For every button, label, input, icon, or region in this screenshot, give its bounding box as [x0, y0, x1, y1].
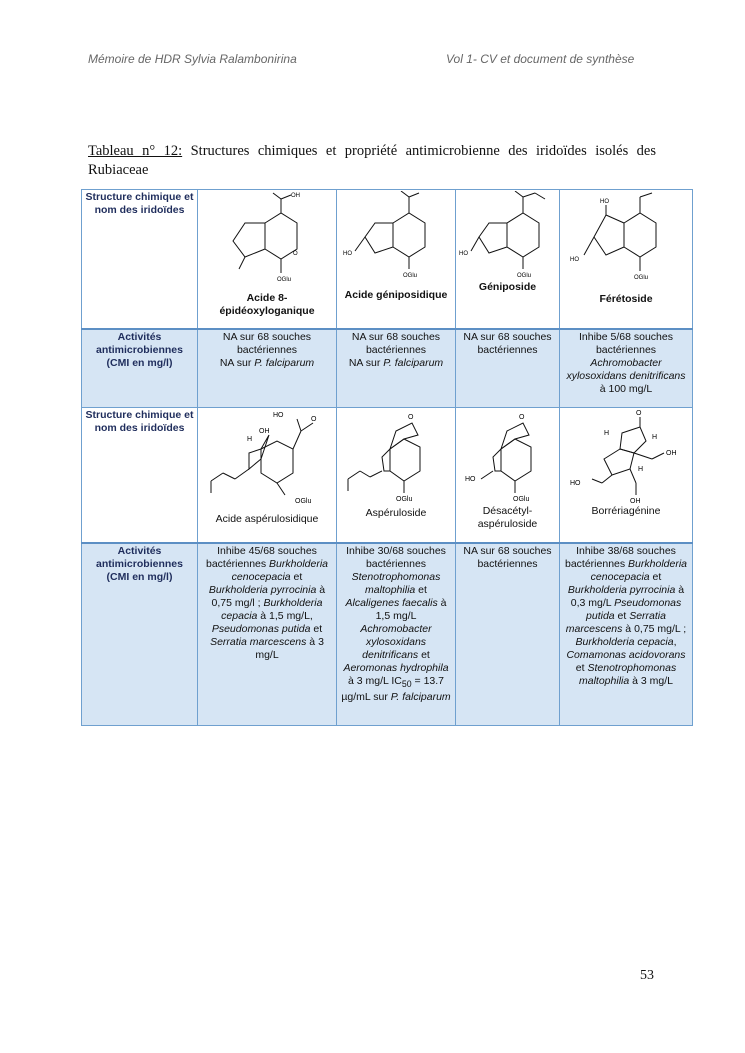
organism-name: Pseudomonas putida — [211, 622, 311, 635]
organism-name: Serratia marcescens — [565, 609, 666, 635]
activity-text: à 3 mg/L — [629, 674, 673, 687]
mol-h-label: H — [247, 436, 253, 443]
organism-name: P. falciparum — [390, 690, 451, 703]
organism-name: Burkholderia cepacia — [221, 596, 323, 622]
compound-name-6: Aspéruloside — [365, 507, 427, 519]
mol-ho-label: HO — [273, 412, 284, 419]
organism-name: Burkholderia cenocepacia — [590, 557, 687, 583]
activity-text: à 100 mg/L — [599, 382, 653, 395]
activity-row-2 — [82, 543, 693, 726]
activity-cell-2 — [337, 329, 456, 408]
activity-text: NA sur 68 souches bactériennes — [463, 544, 552, 570]
mol-o-label: O — [293, 251, 298, 257]
organism-name: P. falciparum — [254, 356, 315, 369]
activity-text: à 3 mg/L — [255, 635, 324, 661]
page-number: 53 — [640, 968, 654, 983]
activity-text: Inhibe 45/68 souches bactériennes — [206, 544, 317, 570]
mol-ho-label: HO — [465, 476, 476, 483]
compound-cell-2 — [337, 190, 456, 329]
activity-text: et — [415, 583, 427, 596]
activity-text: à 1,5 mg/L, — [257, 609, 313, 622]
organism-name: P. falciparum — [383, 356, 444, 369]
mol-oglu-label: OGlu — [396, 496, 413, 501]
organism-name: Pseudomonas putida — [586, 596, 682, 622]
activity-text: NA sur 68 souches bactériennes — [351, 330, 441, 356]
structure-header-2: Structure chimique et nom des iridoïdes — [82, 408, 198, 543]
structure-header-1: Structure chimique et nom des iridoïdes — [82, 190, 198, 329]
molecule-structure-7 — [459, 409, 559, 501]
activity-text: et — [418, 648, 430, 661]
compound-cell-8 — [560, 408, 693, 543]
mol-ho-label: HO — [343, 251, 352, 257]
activity-text: à 0,3 mg/L — [570, 583, 685, 609]
activity-cell-4 — [560, 329, 693, 408]
activity-text: à 1,5 mg/L — [375, 596, 447, 622]
compound-cell-4 — [560, 190, 693, 329]
organism-name: Achromobacter xylosoxidans denitrificans — [566, 356, 686, 382]
molecule-structure-2 — [341, 191, 451, 279]
compound-name-4: Férétoside — [599, 293, 653, 305]
running-header-right: Vol 1- CV et document de synthèse — [446, 52, 635, 66]
activity-text: Inhibe 30/68 souches bactériennes — [346, 544, 446, 570]
mol-ho-label: HO — [459, 251, 468, 257]
mol-oh-label-2: OH — [629, 498, 640, 505]
subscript: 50 — [401, 678, 412, 689]
organism-name: Stenotrophomonas maltophilia — [351, 570, 441, 596]
compound-name-2: Acide géniposidique — [344, 289, 448, 301]
activity-text: et — [614, 609, 630, 622]
activity-text: , — [673, 635, 677, 648]
organism-name: Achromobacter xylosoxidans denitrificans — [360, 622, 432, 661]
organism-name: Alcaligenes faecalis — [345, 596, 438, 609]
mol-o-label: O — [635, 410, 641, 417]
organism-name: Stenotrophomonas maltophilia — [579, 661, 677, 687]
activity-text: = 13.7 µg/mL sur — [341, 674, 445, 703]
molecule-structure-3 — [459, 191, 559, 279]
compound-name-8: Borrériagénine — [591, 505, 661, 517]
activity-text: NA sur — [348, 356, 384, 369]
activity-cell-5 — [198, 543, 337, 726]
compound-cell-5 — [198, 408, 337, 543]
activity-text: et — [310, 622, 323, 635]
activity-text: et — [575, 661, 588, 674]
table-caption — [88, 142, 656, 180]
molecule-structure-8 — [564, 409, 689, 505]
structure-row-1 — [82, 190, 693, 329]
activity-cell-1 — [198, 329, 337, 408]
activity-text: à 3 mg/L IC — [347, 674, 402, 687]
molecule-structure-5 — [201, 409, 333, 505]
organism-name: Burkholderia pyrrocinia — [208, 583, 317, 596]
activity-header-2: Activités antimicrobiennes (CMI en mg/l) — [82, 543, 198, 726]
mol-oglu-label: OGlu — [513, 496, 530, 501]
activity-text: NA sur — [219, 356, 255, 369]
compound-cell-1 — [198, 190, 337, 329]
activity-text: NA sur 68 souches bactériennes — [222, 330, 312, 356]
activity-text: et — [290, 570, 303, 583]
organism-name: Comamonas acidovorans — [566, 648, 686, 661]
activity-text: Inhibe 5/68 souches bactériennes — [579, 330, 673, 356]
caption-text: Structures chimiques et propriété antimicrobienne des iridoïdes isolés des Rubiaceae — [88, 143, 656, 178]
mol-oglu-label: OGlu — [277, 277, 292, 283]
iridoid-table — [81, 189, 693, 726]
running-header-left: Mémoire de HDR Sylvia Ralambonirina — [88, 52, 297, 66]
mol-o-label: O — [519, 414, 525, 421]
mol-oh-label: OH — [259, 428, 270, 435]
activity-cell-6 — [337, 543, 456, 726]
molecule-structure-6 — [340, 409, 452, 501]
molecule-structure-1 — [207, 191, 327, 286]
mol-oh-label: OH — [291, 193, 300, 199]
compound-cell-3 — [456, 190, 560, 329]
organism-name: Aeromonas hydrophila — [343, 661, 449, 674]
organism-name: Burkholderia cenocepacia — [231, 557, 328, 583]
structure-row-2 — [82, 408, 693, 543]
organism-name: Serratia marcescens — [210, 635, 307, 648]
organism-name: Burkholderia pyrrocinia — [567, 583, 676, 596]
mol-h-label-2: H — [651, 434, 657, 441]
organism-name: Burkholderia cepacia — [575, 635, 674, 648]
mol-o-label: O — [311, 416, 317, 423]
activity-cell-7 — [456, 543, 560, 726]
activity-cell-8 — [560, 543, 693, 726]
activity-row-1 — [82, 329, 693, 408]
activity-text: Inhibe 38/68 souches bactériennes — [565, 544, 676, 570]
compound-name-5: Acide aspérulosidique — [215, 513, 319, 525]
compound-name-7: Désacétyl-aspéruloside — [477, 505, 538, 530]
mol-h-label-3: H — [637, 466, 643, 473]
activity-text: à 0,75 mg/L ; — [622, 622, 687, 635]
compound-name-3: Géniposide — [478, 281, 537, 293]
compound-cell-6 — [337, 408, 456, 543]
mol-ho-label: HO — [600, 199, 609, 205]
activity-cell-3 — [456, 329, 560, 408]
activity-text: NA sur 68 souches bactériennes — [463, 330, 552, 356]
compound-cell-7 — [456, 408, 560, 543]
caption-label: Tableau n° 12: — [88, 143, 183, 159]
mol-o-label: O — [408, 414, 414, 421]
activity-header-1: Activités antimicrobiennes (CMI en mg/l) — [82, 329, 198, 408]
mol-ho-label: HO — [569, 480, 580, 487]
mol-oglu-label: OGlu — [634, 275, 649, 281]
activity-text: à 0,75 mg/l ; — [211, 583, 326, 609]
mol-h-label: H — [603, 430, 609, 437]
mol-oglu-label: OGlu — [403, 273, 418, 279]
activity-text: et — [649, 570, 662, 583]
mol-oglu-label: OGlu — [517, 273, 532, 279]
molecule-structure-4 — [566, 191, 686, 281]
mol-oh-label: OH — [665, 450, 676, 457]
mol-ho-label-2: HO — [570, 257, 579, 263]
mol-oglu-label: OGlu — [295, 498, 312, 505]
compound-name-1: Acide 8-épidéoxyloganique — [219, 292, 315, 317]
